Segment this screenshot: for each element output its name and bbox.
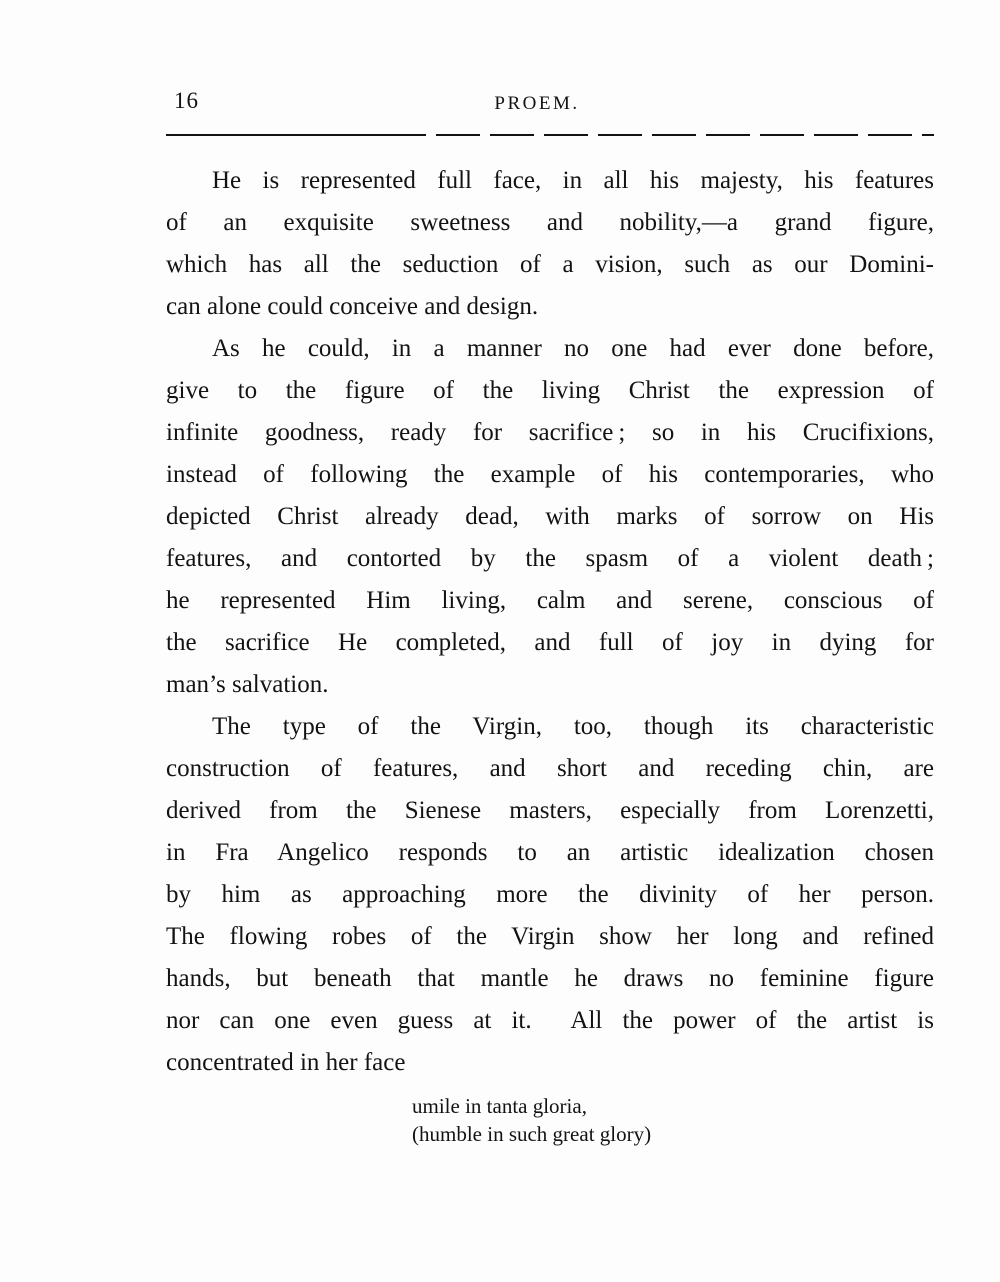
page-number: 16	[174, 88, 199, 113]
text-line: the sacrifice He completed, and full of joy in dying for	[166, 629, 934, 656]
text-line: He is represented full face, in all his majesty, his features	[212, 167, 934, 194]
paragraph	[166, 328, 934, 706]
page-header	[166, 86, 934, 116]
text-line: The type of the Virgin, too, though its characteristic	[212, 713, 934, 740]
quote-block	[166, 1092, 934, 1148]
text-line: derived from the Sienese masters, especially from Lorenzetti,	[166, 797, 934, 824]
text-line: As he could, in a manner no one had ever done before,	[212, 335, 934, 362]
text-line: hands, but beneath that mantle he draws no feminine figure	[166, 965, 934, 992]
quote-line: (humble in such great glory)	[412, 1122, 652, 1146]
text-line: features, and contorted by the spasm of a violent death ;	[166, 545, 934, 572]
text-line: he represented Him living, calm and serene, conscious of	[166, 587, 934, 614]
text-line: The flowing robes of the Virgin show her long and refined	[166, 923, 934, 950]
text-line: construction of features, and short and receding chin, are	[166, 755, 934, 782]
text-line: concentrated in her face	[166, 1049, 406, 1076]
text-line: of an exquisite sweetness and nobility,—a grand figure,	[166, 209, 934, 236]
text-line: give to the figure of the living Christ the expression of	[166, 377, 934, 404]
header-rule	[166, 133, 934, 136]
text-line: in Fra Angelico responds to an artistic idealization chosen	[166, 839, 934, 866]
text-line: infinite goodness, ready for sacrifice ; so in his Crucifixions,	[166, 419, 934, 446]
text-line: by him as approaching more the divinity of her person.	[166, 881, 934, 908]
text-line: instead of following the example of his contemporaries, who	[166, 461, 934, 488]
text-line: man’s salvation.	[166, 671, 329, 698]
page-content	[166, 86, 934, 1148]
text-line: can alone could conceive and design.	[166, 293, 539, 320]
paragraph	[166, 160, 934, 328]
text-line: depicted Christ already dead, with marks of sorrow on His	[166, 503, 934, 530]
text-line: which has all the seduction of a vision, such as our Domini-	[166, 251, 934, 278]
paragraph	[166, 706, 934, 1084]
running-header: PROEM.	[494, 93, 580, 114]
body-text	[166, 160, 934, 1084]
text-line: nor can one even guess at it. All the power of the artist is	[166, 1007, 934, 1034]
quote-line: umile in tanta gloria,	[412, 1094, 587, 1118]
